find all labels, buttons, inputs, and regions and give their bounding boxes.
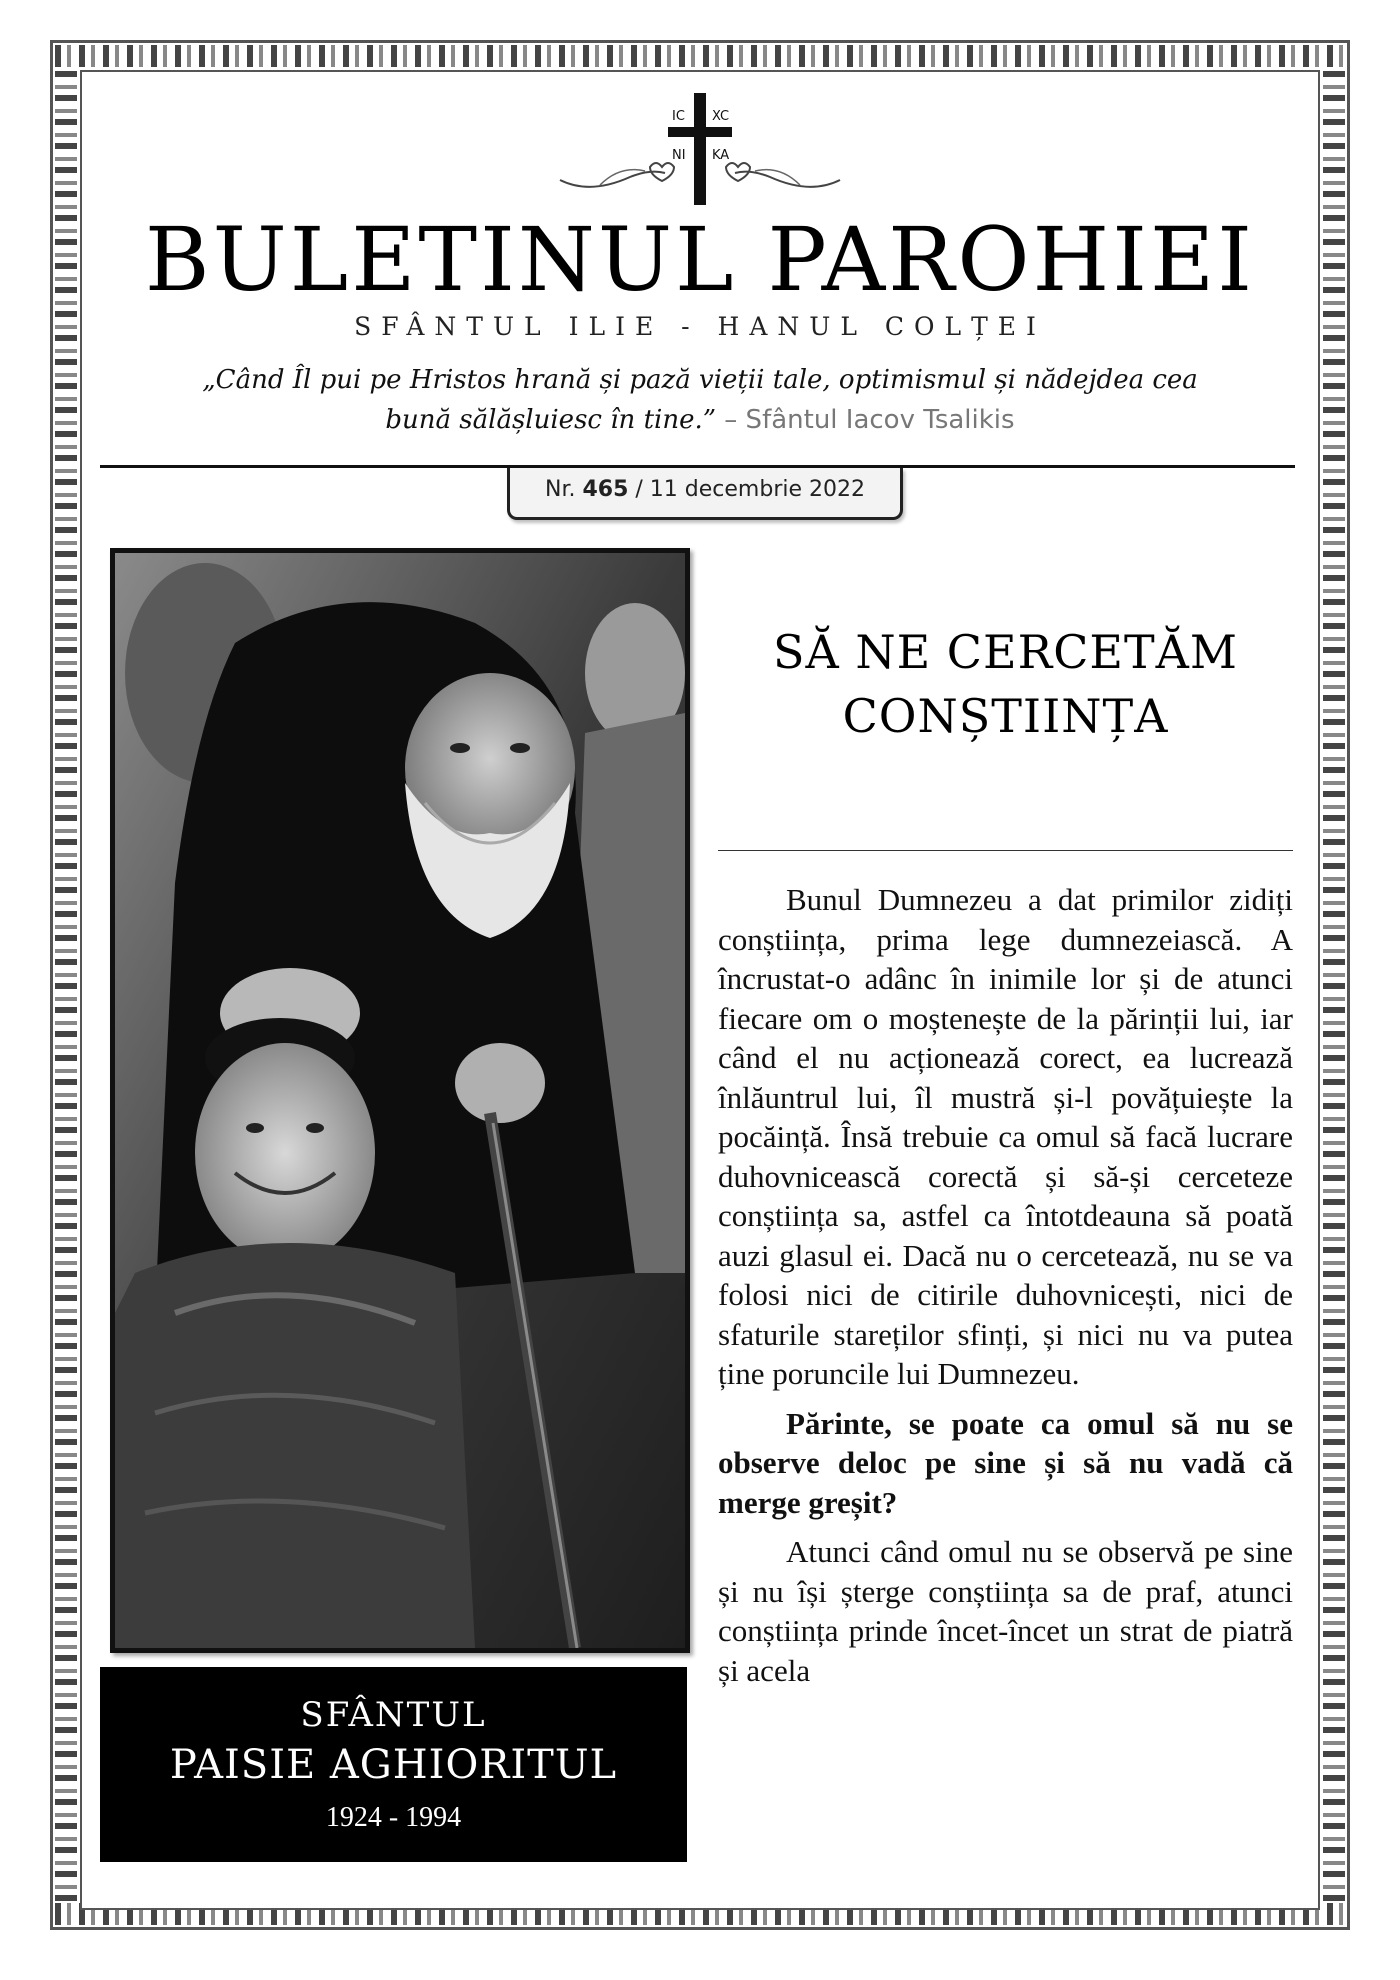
caption-years: 1924 - 1994 xyxy=(325,1802,462,1833)
cross-letter-ni: NI xyxy=(672,148,686,163)
article-title-line1: SĂ NE CERCETĂM xyxy=(773,625,1238,679)
issue-date: / 11 decembrie 2022 xyxy=(635,477,865,502)
article-paragraph: Atunci când omul nu se observă pe sine și nu își șterge conștiința sa de praf, atunci conștiința prinde încet-încet un strat de piatră și acela xyxy=(718,1534,1293,1688)
bulletin-title: BULETINUL PAROHIEI xyxy=(144,208,1256,311)
article-rule xyxy=(718,850,1293,851)
issue-number: 465 xyxy=(582,477,629,502)
cross-letter-xc: XC xyxy=(712,109,730,124)
photo-caption xyxy=(100,1667,687,1862)
quote-text: „Când Îl pui pe Hristos hrană și pază vieții tale, optimismul și nădejdea cea bună sălășluiesc în tine.” xyxy=(202,365,1198,435)
saint-photo xyxy=(110,548,690,1653)
article-title xyxy=(718,620,1293,748)
issue-prefix: Nr. xyxy=(544,477,576,502)
parish-subtitle: SFÂNTUL ILIE - HANUL COLȚEI xyxy=(354,312,1046,341)
issue-tab xyxy=(507,468,903,520)
article-question: Părinte, se poate ca omul să nu se observe deloc pe sine și să nu vadă că merge greșit? xyxy=(718,1405,1293,1520)
article-paragraph: Bunul Dumnezeu a dat primilor zidiți conștiința, prima lege dumnezeiască. A încrustat-o adânc în inimile lor și de atunci fiecare om o moștenește de la părinții lui, iar când el nu acționează corect, ea lucrează înlăuntrul lui, îl mustră și-l povățuiește la pocăință. Însă trebuie ca omul să facă lucrare duhovnicească corectă și să-și cerceteze conștiința sa, astfel ca întotdeauna să poată auzi glasul ei. Dacă nu o cercetează, nu se va folosi nici de citirile duhovnicești, nici de sfaturile stareților sfinți, și nici nu va putea ține poruncile lui Dumnezeu. xyxy=(718,882,1293,1391)
caption-name: PAISIE AGHIORITUL xyxy=(169,1742,618,1788)
cross-letter-ic: IC xyxy=(672,109,685,124)
cross-letter-ka: KA xyxy=(712,148,730,163)
cross-logo-icon xyxy=(550,85,850,210)
header-quote xyxy=(200,360,1200,440)
article-body xyxy=(718,880,1293,1700)
quote-author: – Sfântul Iacov Tsalikis xyxy=(724,405,1015,435)
caption-saint: SFÂNTUL xyxy=(300,1695,487,1735)
article-title-line2: CONȘTIINȚA xyxy=(842,689,1169,743)
